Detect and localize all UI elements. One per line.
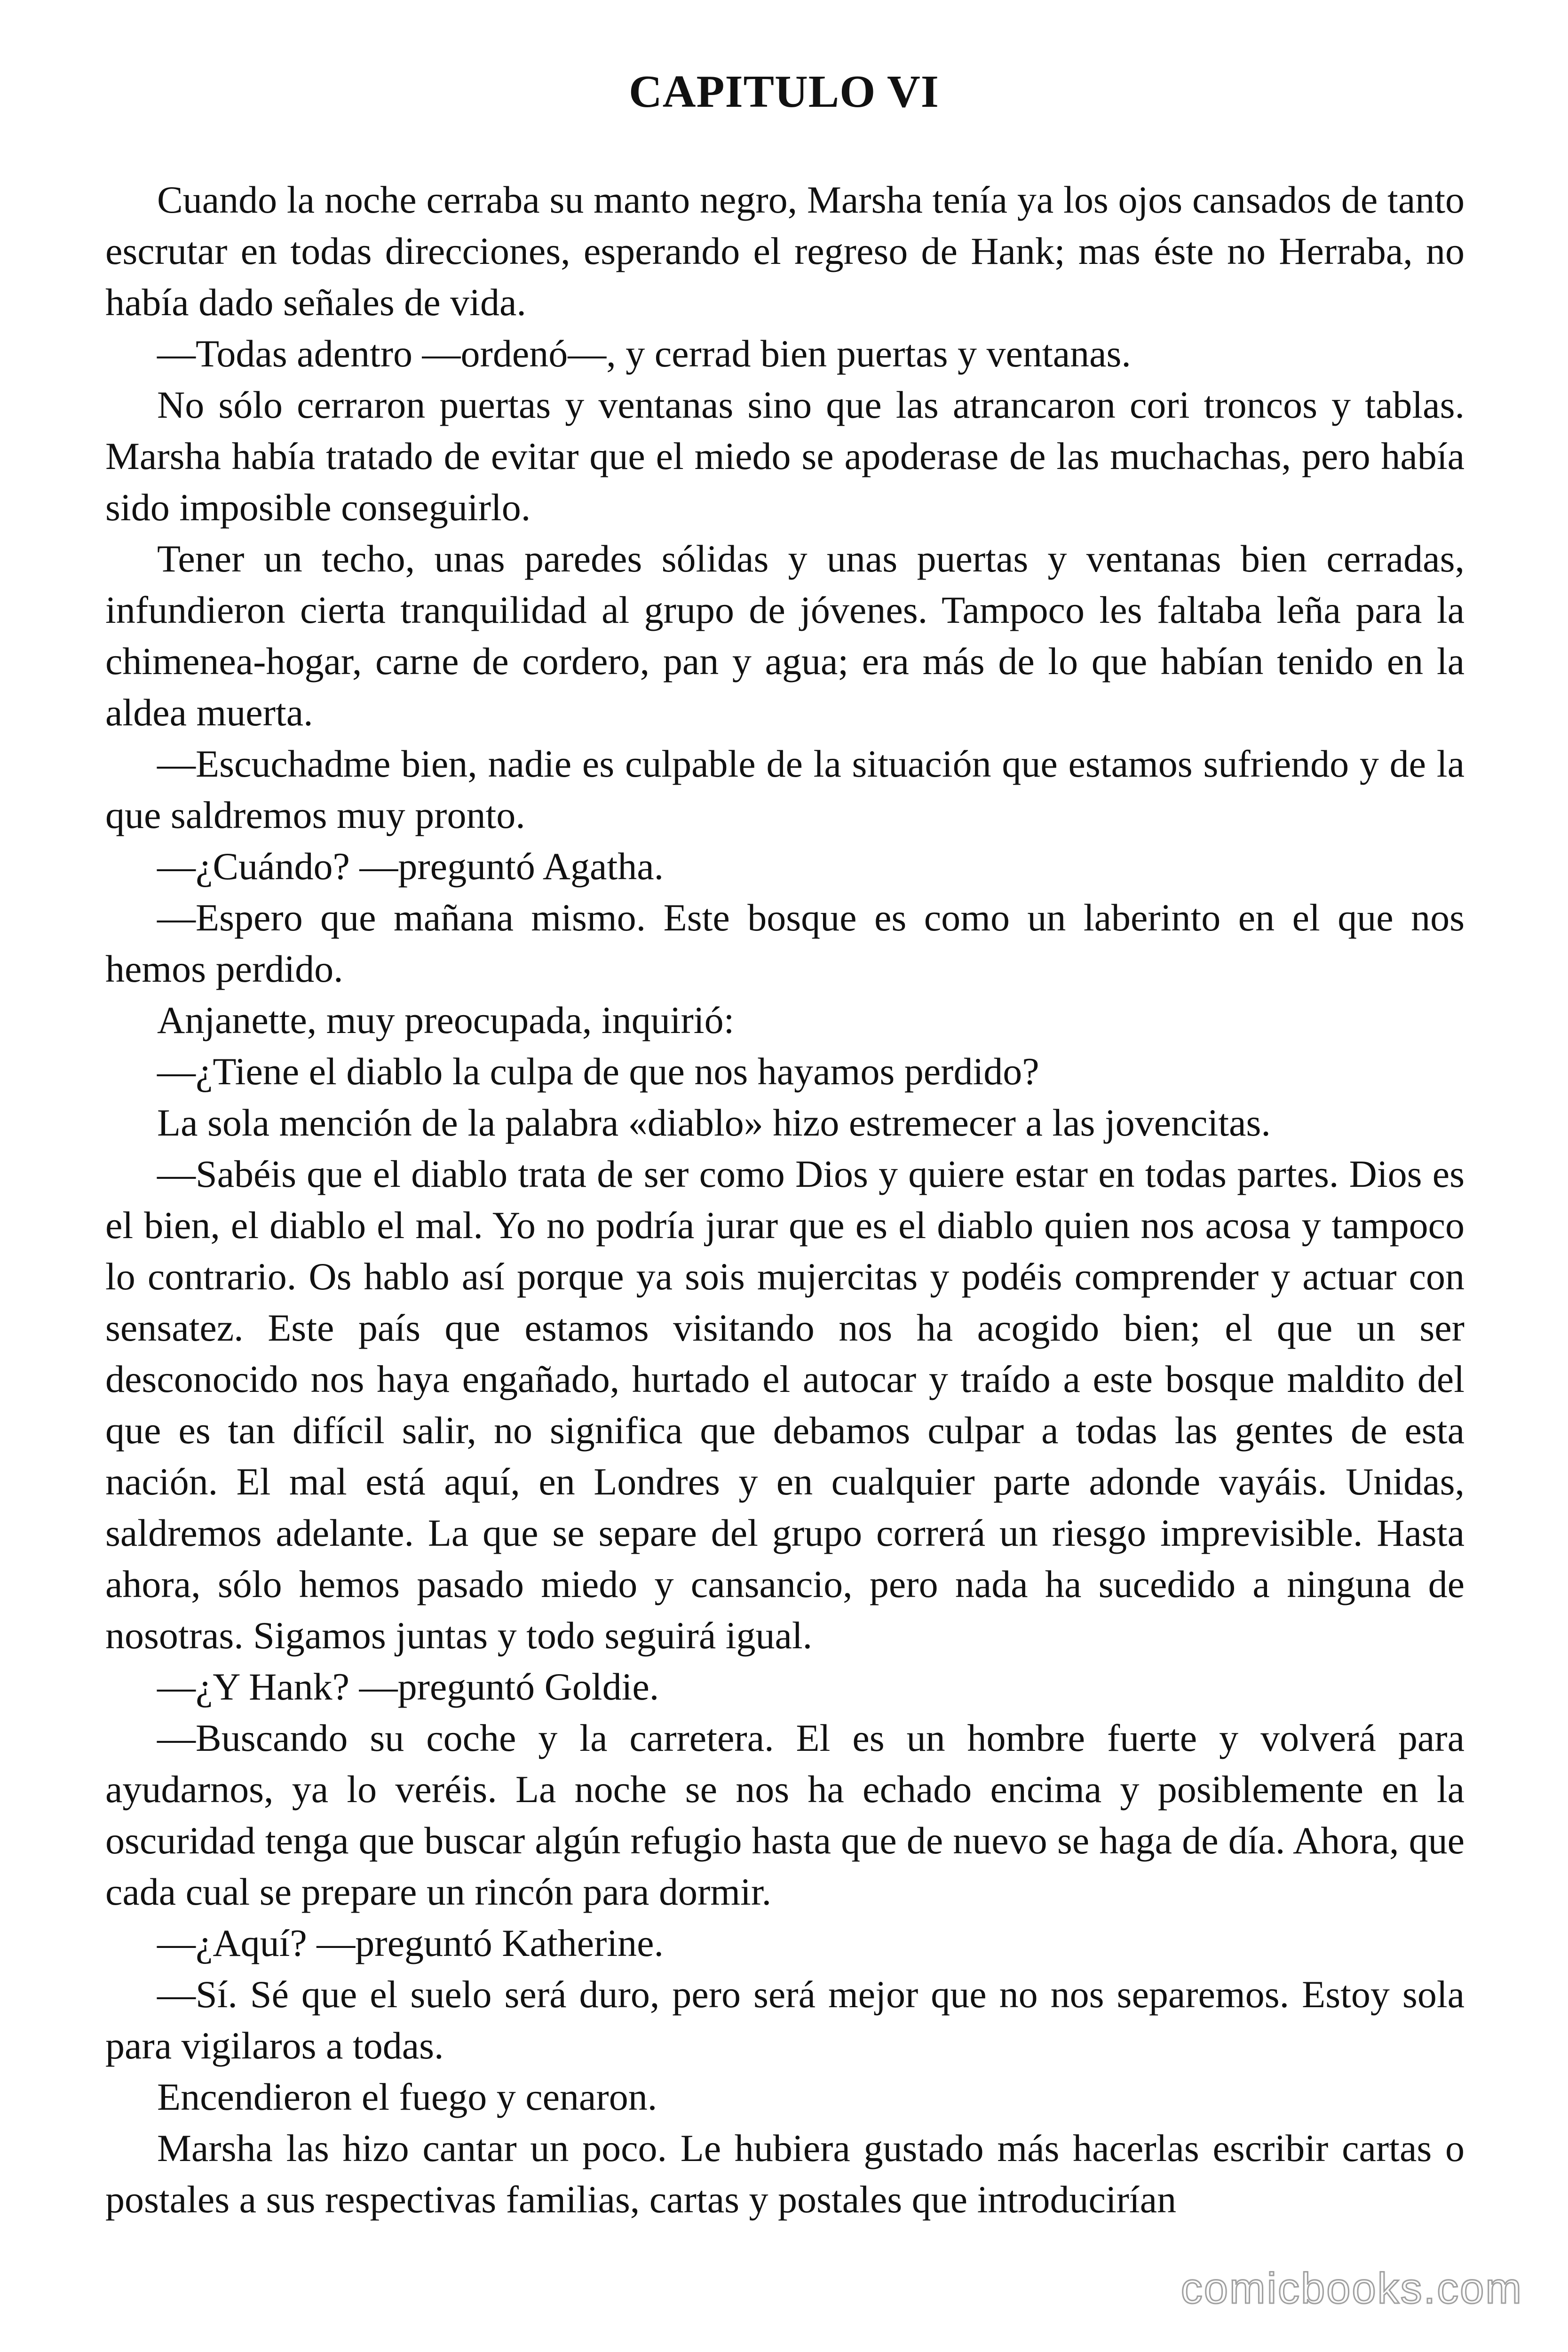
chapter-title: CAPITULO VI <box>629 66 939 117</box>
site-watermark: comicbooks.com <box>1180 2265 1523 2312</box>
paragraph: —¿Tiene el diablo la culpa de que nos hayamos perdido? <box>157 1050 1039 1093</box>
paragraph: —Escuchadme bien, nadie es culpable de la situación que estamos sufriendo y de la que saldremos muy pronto. <box>105 742 1465 836</box>
paragraph: —¿Cuándo? —preguntó Agatha. <box>157 845 664 888</box>
paragraph: —Sabéis que el diablo trata de ser como Dios y quiere estar en todas partes. Dios es el bien, el diablo el mal. Yo no podría jurar que es el diablo quien nos acosa y tampoco lo contrario. Os hablo así porque ya sois mujercitas y podéis comprender y actuar con sensatez. Este país que estamos visitando nos ha acogido bien; el que un ser desconocido nos haya engañado, hurtado el autocar y traído a este bosque maldito del que es tan difícil salir, no significa que debamos culpar a todas las gentes de esta nación. El mal está aquí, en Londres y en cualquier parte adonde vayáis. Unidas, saldremos adelante. La que se separe del grupo correrá un riesgo imprevisible. Hasta ahora, sólo hemos pasado miedo y cansancio, pero nada ha sucedido a ninguna de nosotras. Sigamos juntas y todo seguirá igual. <box>105 1152 1465 1657</box>
paragraph: —¿Aquí? —preguntó Katherine. <box>157 1922 664 1964</box>
paragraph: Encendieron el fuego y cenaron. <box>157 2075 657 2118</box>
paragraph: —Todas adentro —ordenó—, y cerrad bien puertas y ventanas. <box>157 332 1131 375</box>
paragraph: —Sí. Sé que el suelo será duro, pero será mejor que no nos separemos. Estoy sola para vigilaros a todas. <box>105 1973 1465 2067</box>
paragraph: La sola mención de la palabra «diablo» hizo estremecer a las jovencitas. <box>157 1101 1271 1144</box>
paragraph: —¿Y Hank? —preguntó Goldie. <box>157 1665 659 1708</box>
paragraph: —Buscando su coche y la carretera. El es un hombre fuerte y volverá para ayudarnos, ya lo veréis. La noche se nos ha echado encima y posiblemente en la oscuridad tenga que buscar algún refugio hasta que de nuevo se haga de día. Ahora, que cada cual se prepare un rincón para dormir. <box>105 1716 1465 1913</box>
body-text <box>105 174 1465 2225</box>
paragraph: Cuando la noche cerraba su manto negro, Marsha tenía ya los ojos cansados de tanto escrutar en todas direcciones, esperando el regreso de Hank; mas éste no Herraba, no había dado señales de vida. <box>105 178 1465 324</box>
paragraph: —Espero que mañana mismo. Este bosque es como un laberinto en el que nos hemos perdido. <box>105 896 1465 990</box>
paragraph: No sólo cerraron puertas y ventanas sino que las atrancaron cori troncos y tablas. Marsha había tratado de evitar que el miedo se apoderase de las muchachas, pero había sido imposible conseguirlo. <box>105 383 1465 529</box>
paragraph: Anjanette, muy preocupada, inquirió: <box>157 999 735 1041</box>
paragraph: Marsha las hizo cantar un poco. Le hubiera gustado más hacerlas escribir cartas o postales a sus respectivas familias, cartas y postales que introducirían <box>105 2127 1465 2221</box>
paragraph: Tener un techo, unas paredes sólidas y unas puertas y ventanas bien cerradas, infundieron cierta tranquilidad al grupo de jóvenes. Tampoco les faltaba leña para la chimenea-hogar, carne de cordero, pan y agua; era más de lo que habían tenido en la aldea muerta. <box>105 537 1465 734</box>
